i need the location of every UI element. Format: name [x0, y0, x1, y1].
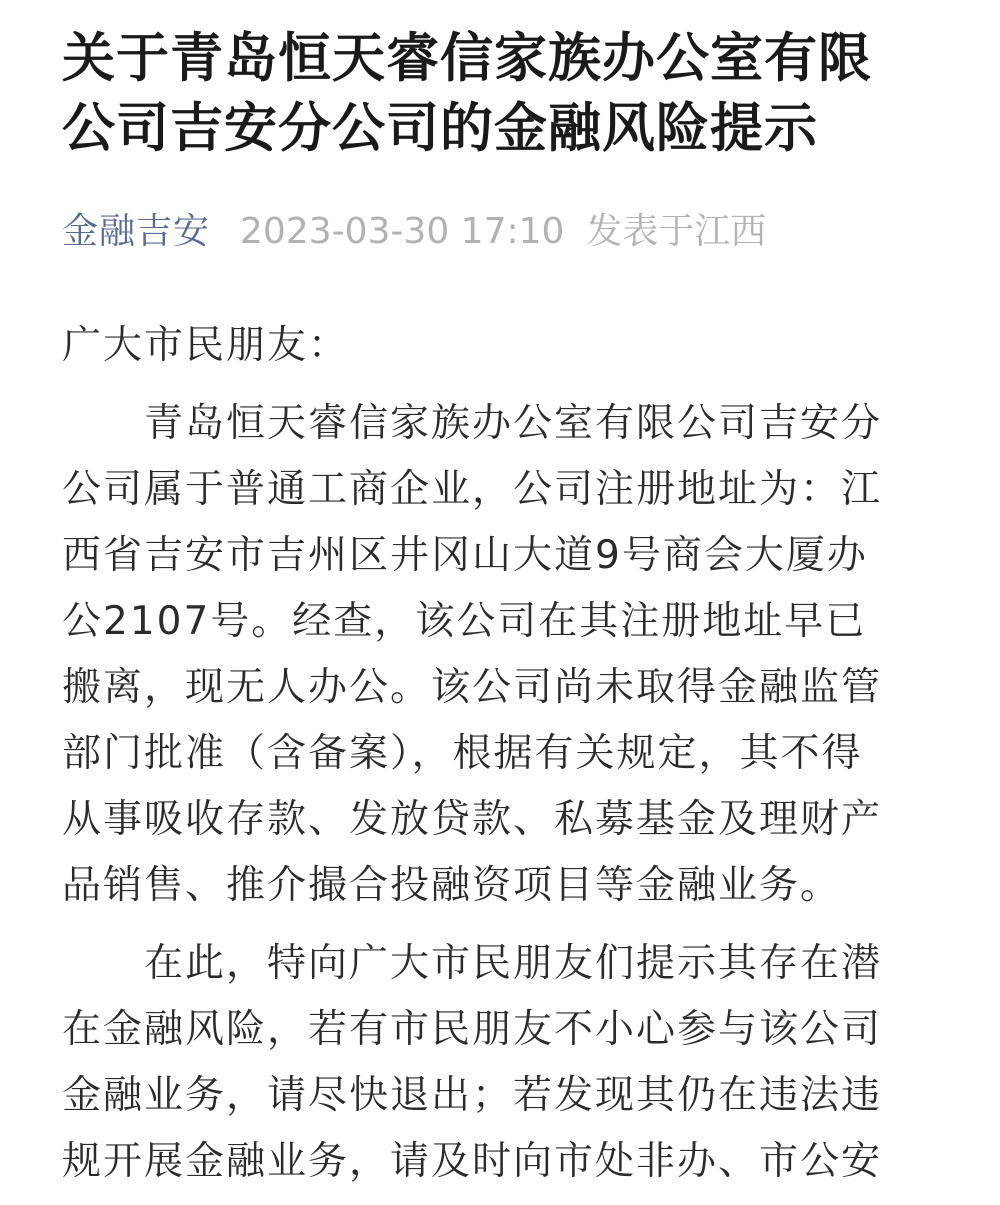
paragraph-line: 金融业务，请尽快退出；若发现其仍在违法违 — [62, 1073, 883, 1118]
publish-time: 2023-03-30 17:10 — [240, 211, 565, 252]
paragraph-line: 在金融风险，若有市民朋友不小心参与该公司 — [62, 1007, 883, 1052]
greeting: 广大市民朋友： — [62, 323, 350, 368]
article-title — [62, 24, 962, 164]
paragraph-line: 公司属于普通工商企业，公司注册地址为：江 — [62, 467, 883, 512]
paragraph-line: 在此，特向广大市民朋友们提示其存在潜 — [62, 941, 883, 986]
paragraph-2 — [62, 931, 942, 1195]
article-meta — [62, 204, 766, 260]
title-line: 关于青岛恒天睿信家族办公室有限 — [62, 28, 872, 89]
paragraph-line: 品销售、推介撮合投融资项目等金融业务。 — [62, 863, 842, 908]
paragraph-line: 部门批准（含备案），根据有关规定，其不得 — [62, 731, 863, 776]
paragraph-line: 搬离，现无人办公。该公司尚未取得金融监管 — [62, 665, 883, 710]
paragraph-line: 公2107号。经查，该公司在其注册地址早已 — [62, 599, 867, 644]
paragraph-1 — [62, 391, 942, 919]
paragraph-line: 青岛恒天睿信家族办公室有限公司吉安分 — [62, 401, 883, 446]
paragraph-line: 西省吉安市吉州区井冈山大道9号商会大厦办 — [62, 533, 868, 578]
paragraph-line: 规开展金融业务，请及时向市处非办、市公安 — [62, 1139, 883, 1184]
title-line: 公司吉安分公司的金融风险提示 — [62, 98, 818, 159]
account-name-link[interactable]: 金融吉安 — [62, 211, 211, 252]
article-body — [62, 313, 942, 1195]
publish-location: 发表于江西 — [586, 211, 767, 252]
paragraph-line: 从事吸收存款、发放贷款、私募基金及理财产 — [62, 797, 883, 842]
